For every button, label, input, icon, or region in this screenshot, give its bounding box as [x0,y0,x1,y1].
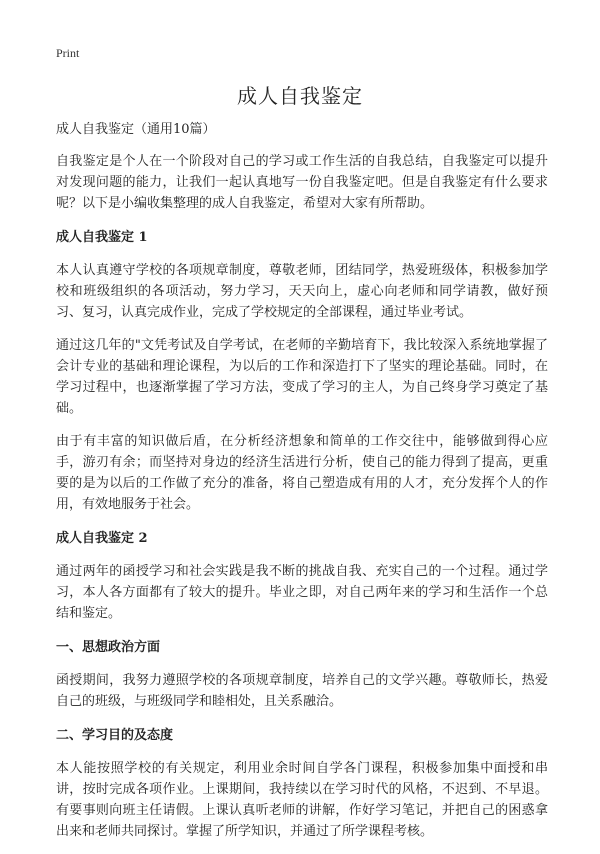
print-link[interactable]: Print [56,46,80,60]
intro-paragraph: 自我鉴定是个人在一个阶段对自己的学习或工作生活的自我总结，自我鉴定可以提升对发现问题的能力，让我们一起认真地写一份自我鉴定吧。但是自我鉴定有什么要求呢？以下是小编收集整理的成人自我鉴定，希望对大家有所帮助。 [56,154,548,211]
article-subtitle: 成人自我鉴定（通用10篇） [56,122,216,137]
section-heading-4: 二、学习目的及态度 [56,728,174,743]
section-1-paragraph-1: 本人认真遵守学校的各项规章制度，尊敬老师，团结同学，热爱班级体，积极参加学校和班级组织的各项活动，努力学习，天天向上，虚心向老师和同学请教，做好预习、复习，认真完成作业，完成了学校规定的全部课程，通过毕业考试。 [56,263,548,320]
section-heading-2: 成人自我鉴定 2 [56,531,148,546]
section-2-paragraph-1: 通过两年的函授学习和社会实践是我不断的挑战自我、充实自己的一个过程。通过学习，本人各方面都有了较大的提升。毕业之即，对自己两年来的学习和生活作一个总结和鉴定。 [56,564,548,621]
section-4-paragraph-1: 本人能按照学校的有关规定，利用业余时间自学各门课程，积极参加集中面授和串讲，按时完成各项作业。上课期间，我持续以在学习时代的风格，不迟到、不早退。有要事则向班主任请假。上课认真听老师的讲解，作好学习笔记，并把自己的困惑拿出来和老师共同探讨。掌握了所学知识，并通过了所学课程考核。 [56,761,548,839]
section-1-paragraph-2: 通过这几年的"文凭考试及自学考试，在老师的辛勤培育下，我比较深入系统地掌握了会计专业的基础和理论课程，为以后的工作和深造打下了坚实的理论基础。同时，在学习过程中，也逐渐掌握了学习方法，变成了学习的主人，为自己终身学习奠定了基础。 [56,338,548,416]
section-1-paragraph-3: 由于有丰富的知识做后盾，在分析经济想象和简单的工作交往中，能够做到得心应手，游刃有余；而坚持对身边的经济生活进行分析，使自己的能力得到了提高，更重要的是为以后的工作做了充分的准备，将自己塑造成有用的人才，充分发挥个人的作用，有效地服务于社会。 [56,434,548,512]
article-body [56,120,548,854]
section-heading-1: 成人自我鉴定 1 [56,230,148,245]
page-title: 成人自我鉴定 [237,84,363,108]
section-3-paragraph-1: 函授期间，我努力遵照学校的各项规章制度，培养自己的文学兴趣。尊敬师长，热爱自己的班级，与班级同学和睦相处，且关系融洽。 [56,673,548,709]
section-heading-3: 一、思想政治方面 [56,640,161,655]
